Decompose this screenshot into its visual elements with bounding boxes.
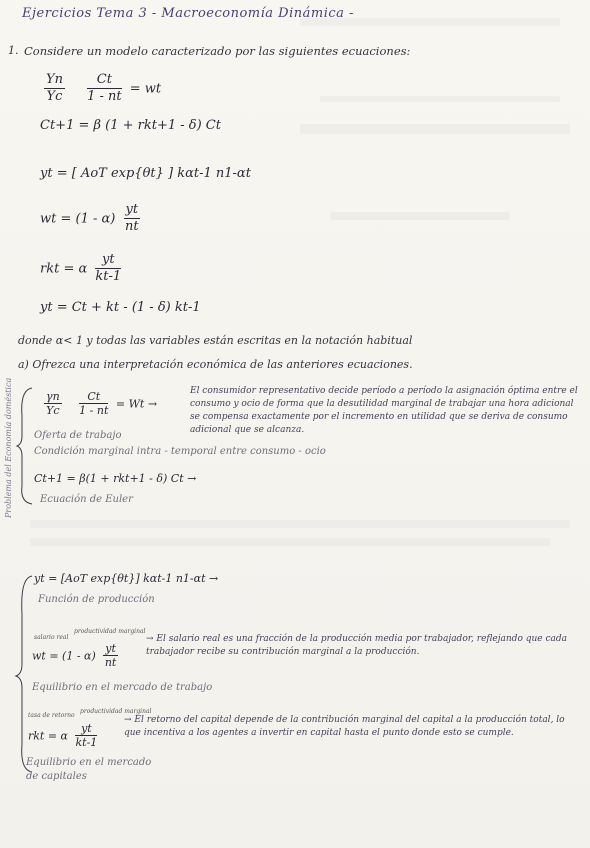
a-eq4-den: nt [104, 656, 117, 670]
label-capital-market: Equilibrio en el mercado de capitales [26, 757, 152, 782]
eq5-lhs: rkt = α [40, 261, 88, 277]
a-eq4-lhs: wt = (1 - α) [32, 649, 96, 663]
label-labor-supply: Oferta de trabajo [34, 430, 122, 441]
answer-eq-4 [32, 642, 122, 670]
a-eq5-den: kt-1 [75, 736, 98, 750]
eq4-den: nt [124, 218, 139, 234]
a-eq1-num2: Ct [79, 390, 108, 404]
bleed-through-mark [330, 212, 510, 220]
a-eq1-den2: 1 - nt [79, 404, 109, 418]
equation-4 [40, 202, 144, 235]
eq1-den1: Yc [46, 88, 63, 104]
a-eq1-num1: γn [46, 390, 60, 403]
a-eq5-lhs: rkt = α [28, 729, 68, 743]
tiny-label-salary: salario real [34, 634, 69, 641]
tiny-label-return: tasa de retorno [28, 712, 75, 719]
annotation-real-wage: → El salario real es una fracción de la producción media por trabajador, reflejando que cada trabajador recibe su contribución marginal a la producción. [146, 634, 568, 658]
bleed-through-mark [300, 18, 560, 26]
eq1-rhs: = wt [129, 81, 162, 97]
side-label: Problema del Economía doméstica [4, 377, 13, 518]
bleed-through-mark [30, 538, 550, 546]
equation-2: Ct+1 = β (1 + rkt+1 - δ) Ct [40, 118, 221, 133]
label-production-function: Función de producción [38, 594, 155, 605]
equation-5 [40, 252, 125, 285]
eq4-num: yt [125, 202, 139, 217]
bleed-through-mark [300, 124, 570, 134]
a-eq1-den1: Yc [46, 404, 60, 418]
annotation-labor-supply: El consumidor representativo decide período a período la asignación óptima entre el consumo y ocio de forma que la desutilidad marginal de trabajar una hora adicional se compensa exactamente por el incremento en utilidad que se deriva de consumo adicional que se alcanza. [190, 386, 578, 436]
brace-group-1 [16, 386, 36, 506]
answer-eq-5 [28, 722, 101, 750]
eq1-num2: Ct [87, 72, 122, 89]
label-euler: Ecuación de Euler [40, 494, 133, 505]
bleed-through-mark [320, 96, 560, 102]
label-intratemporal: Condición marginal intra - temporal entre consumo - ocio [34, 446, 326, 457]
tiny-label-productivity-2: productividad marginal [80, 708, 152, 715]
eq5-den: kt-1 [95, 268, 122, 284]
part-a-question: a) Ofrezca una interpretación económica de las anteriores ecuaciones. [18, 358, 413, 371]
eq1-den2: 1 - nt [87, 88, 122, 104]
bleed-through-mark [30, 520, 570, 528]
eq5-num: yt [95, 252, 121, 269]
annotation-capital-return: → El retorno del capital depende de la contribución marginal del capital a la producción total, lo que incentiva a los agentes a invertir en capital hasta el punto donde esto se cumple. [124, 715, 565, 739]
a-eq1-rhs: = Wt → [115, 397, 158, 411]
page-title: Ejercicios Tema 3 - Macroeconomía Dinámica - [22, 6, 354, 21]
eq1-num1: Yn [46, 72, 63, 87]
equation-6: yt = Ct + kt - (1 - δ) kt-1 [40, 300, 201, 315]
a-eq4-num: yt [105, 642, 116, 655]
exercise-number: 1. [8, 44, 19, 57]
tiny-label-productivity: productividad marginal [74, 628, 146, 635]
where-clause: donde α< 1 y todas las variables están escritas en la notación habitual [18, 334, 413, 347]
equation-1 [40, 72, 161, 105]
eq4-lhs: wt = (1 - α) [40, 211, 116, 227]
answer-eq-1 [40, 390, 157, 418]
equation-3: yt = [ AoT exp{θt} ] kαt-1 n1-αt [40, 166, 251, 181]
label-labor-market: Equilibrio en el mercado de trabajo [32, 682, 213, 693]
a-eq5-num: yt [75, 722, 97, 736]
exercise-statement: Considere un modelo caracterizado por las siguientes ecuaciones: [24, 44, 411, 58]
answer-eq-2: Ct+1 = β(1 + rkt+1 - δ) Ct → [34, 472, 197, 485]
answer-eq-3: yt = [AoT exp{θt}] kαt-1 n1-αt → [34, 572, 219, 585]
